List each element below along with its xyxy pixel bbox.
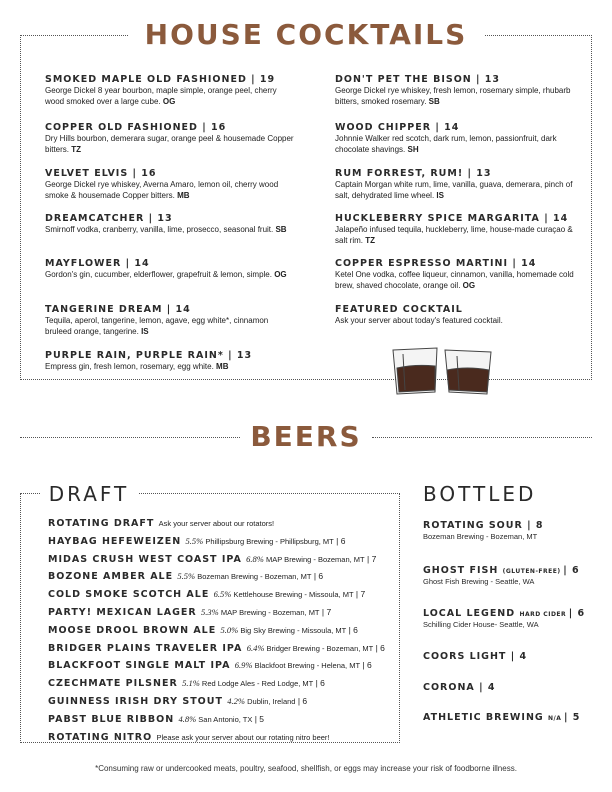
draft-beer-abv: 5.1% [182, 678, 202, 689]
draft-beer-name: PARTY! MEXICAN LAGER [48, 607, 202, 618]
draft-beer-brewery: MAP Brewing - Bozeman, MT [265, 554, 365, 564]
cocktail-name: HUCKLEBERRY SPICE MARGARITA | 14 [335, 213, 569, 224]
beers-title: BEERS [245, 420, 367, 454]
cocktail-description-text: Ask your server about today's featured cocktail. [335, 316, 503, 325]
cocktail-name: COPPER OLD FASHIONED | 16 [45, 122, 227, 133]
draft-beer-abv: 6.8% [246, 553, 266, 564]
draft-beer-row [48, 692, 307, 709]
cocktail-creator-initials: IS [436, 190, 444, 200]
cocktail-item [45, 73, 295, 107]
cocktail-name: SMOKED MAPLE OLD FASHIONED | 19 [45, 74, 276, 85]
draft-beer-price: | 6 [311, 571, 324, 582]
draft-beer-price: | 7 [364, 553, 377, 564]
draft-beer-brewery: Bozeman Brewing - Bozeman, MT [197, 572, 312, 582]
cocktail-description [45, 270, 295, 281]
cocktail-name: TANGERINE DREAM | 14 [45, 304, 191, 315]
beers-divider-left [20, 437, 240, 438]
draft-beer-abv: 5.3% [201, 607, 221, 617]
draft-beer-row [48, 728, 330, 745]
draft-beer-row [48, 550, 376, 567]
bottled-title: BOTTLED [423, 482, 537, 506]
draft-beer-name: GUINNESS IRISH DRY STOUT [48, 696, 228, 707]
bottled-beer-tag: N/A [548, 715, 564, 722]
cocktail-description [45, 225, 295, 236]
draft-beer-price: | 6 [333, 535, 346, 546]
cocktail-description [45, 134, 295, 155]
draft-beer-row [48, 603, 331, 620]
cocktail-name: DREAMCATCHER | 13 [45, 213, 173, 224]
cocktail-description [45, 362, 295, 373]
cocktail-description [45, 180, 295, 201]
bottled-beer-name: ATHLETIC BREWING [423, 712, 548, 723]
cocktail-item [335, 303, 585, 327]
house-cocktails-title: HOUSE COCKTAILS [128, 18, 484, 52]
cocktail-name: WOOD CHIPPER | 14 [335, 122, 460, 133]
draft-beer-row [48, 674, 325, 691]
cocktail-description-text: George Dickel 8 year bourbon, maple simple, orange peel, cherry wood smoked over a large cube. [45, 86, 277, 106]
cocktail-name: COPPER ESPRESSO MARTINI | 14 [335, 258, 537, 269]
draft-beer-brewery: Ask your server about our rotators! [158, 519, 275, 528]
bottled-beer-item [423, 608, 603, 630]
bottled-beer-tag: (GLUTEN-FREE) [502, 568, 564, 575]
bottled-beer-price: | 4 [479, 682, 496, 693]
draft-beer-abv: 6.4% [246, 642, 267, 653]
draft-beer-abv: 6.9% [234, 660, 255, 671]
cocktail-name: MAYFLOWER | 14 [45, 258, 150, 269]
cocktail-name: VELVET ELVIS | 16 [45, 168, 157, 179]
draft-beer-abv: 4.8% [178, 713, 199, 724]
draft-beer-row [48, 656, 372, 673]
draft-beer-price: | 6 [346, 624, 358, 635]
draft-beer-name: COLD SMOKE SCOTCH ALE [48, 589, 214, 601]
bottled-beer-name-row [423, 682, 603, 693]
draft-beer-name: PABST BLUE RIBBON [48, 713, 179, 725]
draft-beer-row [48, 639, 385, 656]
draft-beer-name: MOOSE DROOL BROWN ALE [48, 624, 221, 636]
draft-beer-abv: 6.5% [213, 589, 234, 600]
bottled-beer-item [423, 651, 603, 662]
cocktail-creator-initials: SB [275, 225, 287, 234]
draft-beer-abv: 4.2% [227, 696, 248, 706]
bottled-beer-price: | 8 [527, 520, 544, 531]
draft-title: DRAFT [40, 482, 138, 506]
cocktail-item [335, 167, 585, 201]
draft-beer-price: | 6 [373, 642, 385, 653]
cocktail-name: FEATURED COCKTAIL [335, 304, 463, 315]
cocktail-description-text: George Dickel rye whiskey, Averna Amaro, lemon oil, cherry wood smoke & housemade Copper bitters. [45, 180, 279, 200]
cocktail-item [45, 121, 295, 155]
draft-beer-price: | 6 [295, 696, 308, 706]
cocktail-description-text: Jalapeño infused tequila, huckleberry, lime, house-made curaçao & salt rim. [335, 225, 573, 245]
cocktail-creator-initials: TZ [365, 235, 376, 245]
draft-beer-price: | 7 [319, 607, 332, 617]
draft-beer-name: ROTATING NITRO [48, 731, 157, 743]
cocktail-creator-initials: MB [177, 190, 190, 200]
draft-beer-row [48, 514, 274, 531]
bottled-beer-name-row [423, 608, 603, 619]
cocktail-name: PURPLE RAIN, PURPLE RAIN* | 13 [45, 350, 253, 361]
bottled-beer-tag: HARD CIDER [519, 611, 569, 618]
draft-beer-brewery: Kettlehouse Brewing - Missoula, MT [233, 590, 354, 600]
draft-beer-brewery: Please ask your server about our rotating nitro beer! [156, 732, 330, 742]
cocktail-description-text: Dry Hills bourbon, demerara sugar, orange peel & housemade Copper bitters. [45, 134, 294, 154]
cocktail-description [335, 86, 585, 107]
cocktail-description [45, 86, 295, 107]
draft-beer-abv: 5.0% [220, 624, 241, 635]
draft-beer-price: | 6 [313, 678, 325, 689]
bottled-beer-name: ROTATING SOUR [423, 520, 528, 531]
cocktail-creator-initials: OG [162, 96, 176, 106]
bottled-beer-item [423, 682, 603, 693]
cocktail-creator-initials: MB [216, 362, 229, 371]
cocktail-description-text: Johnnie Walker red scotch, dark rum, lemon, passionfruit, dark chocolate shavings. [335, 134, 557, 154]
bottled-beer-name-row [423, 712, 603, 723]
draft-beer-price: | 6 [360, 660, 372, 671]
draft-beer-abv: 5.5% [185, 535, 206, 546]
draft-beer-brewery: Big Sky Brewing - Missoula, MT [240, 625, 347, 635]
bottled-beer-name: LOCAL LEGEND [423, 608, 520, 619]
cocktail-description [335, 316, 585, 327]
cocktail-description [335, 225, 585, 246]
cocktail-creator-initials: SH [407, 144, 419, 154]
cocktail-description-text: Ketel One vodka, coffee liqueur, cinnamon, vanilla, homemade cold brew, shaved chocolate, orange oil. [335, 270, 574, 290]
draft-beer-brewery: San Antonio, TX [198, 714, 253, 724]
draft-beer-brewery: MAP Brewing - Bozeman, MT [220, 608, 320, 617]
cocktail-item [45, 303, 295, 337]
bottled-beer-name-row [423, 520, 603, 531]
bottled-beer-brewery: Bozeman Brewing - Bozeman, MT [423, 532, 538, 541]
cocktail-description [335, 270, 585, 291]
bottled-beer-name: GHOST FISH [423, 565, 503, 576]
cocktail-creator-initials: SB [428, 96, 440, 106]
bottled-beer-price: | 5 [563, 712, 581, 723]
draft-beer-name: BRIDGER PLAINS TRAVELER IPA [48, 642, 247, 654]
cocktail-description-text: Captain Morgan white rum, lime, vanilla, guava, demerara, pinch of salt, dehydrated lime wheel. [335, 180, 573, 200]
bottled-beer-item [423, 520, 603, 542]
draft-beer-brewery: Phillipsburg Brewing - Phillipsburg, MT [205, 536, 334, 546]
draft-beer-name: BOZONE AMBER ALE [48, 571, 178, 583]
draft-beer-name: MIDAS CRUSH WEST COAST IPA [48, 553, 247, 565]
cocktail-description-text: Gordon's gin, cucumber, elderflower, grapefruit & lemon, simple. [45, 270, 275, 279]
draft-beer-abv: 5.5% [177, 571, 198, 582]
draft-beer-row [48, 532, 345, 549]
draft-beer-name: HAYBAG HEFEWEIZEN [48, 535, 186, 547]
bottled-beer-price: | 6 [568, 608, 586, 619]
draft-beer-row [48, 621, 358, 638]
cocktail-description-text: Tequila, aperol, tangerine, lemon, agave, egg white*, cinnamon bruleed orange, tangerine. [45, 316, 269, 336]
bottled-beer-item [423, 565, 603, 587]
draft-beer-brewery: Red Lodge Ales - Red Lodge, MT [201, 679, 314, 689]
cocktail-item [335, 121, 585, 155]
bottled-beer-name-row [423, 651, 603, 662]
cocktail-creator-initials: IS [141, 326, 149, 336]
cocktail-item [335, 257, 585, 291]
whiskey-glasses-illustration [385, 340, 505, 400]
beers-divider-right [372, 437, 592, 438]
draft-beer-row [48, 567, 323, 584]
cocktail-item [45, 212, 295, 236]
bottled-beer-price: | 6 [563, 565, 580, 576]
cocktail-item [45, 349, 295, 373]
draft-beer-name: BLACKFOOT SINGLE MALT IPA [48, 660, 235, 672]
cocktail-item [335, 73, 585, 107]
cocktail-name: DON'T PET THE BISON | 13 [335, 74, 501, 85]
cocktail-creator-initials: OG [274, 270, 287, 279]
draft-beer-name: ROTATING DRAFT [48, 518, 159, 529]
bottled-beer-brewery: Ghost Fish Brewing - Seattle, WA [423, 577, 535, 586]
cocktail-description [335, 180, 585, 201]
bottled-beer-price: | 4 [510, 651, 528, 662]
cocktail-description [45, 316, 295, 337]
bottled-beer-brewery: Schilling Cider House- Seattle, WA [423, 620, 539, 629]
cocktail-description-text: George Dickel rye whiskey, fresh lemon, rosemary simple, rhubarb bitters, smoked rosemary. [335, 86, 571, 106]
cocktail-creator-initials: OG [462, 280, 476, 290]
draft-beer-brewery: Dublin, Ireland [247, 697, 296, 706]
bottled-beer-name: CORONA [423, 682, 480, 693]
bottled-beer-item [423, 712, 603, 723]
bottled-beer-name-row [423, 565, 603, 576]
draft-beer-name: CZECHMATE PILSNER [48, 678, 183, 690]
cocktail-item [45, 257, 295, 281]
bottled-beer-name: COORS LIGHT [423, 651, 511, 662]
draft-beer-price: | 7 [353, 589, 366, 600]
draft-beer-price: | 5 [252, 713, 265, 724]
cocktail-name: RUM FORREST, RUM! | 13 [335, 168, 492, 179]
draft-beer-row [48, 585, 365, 602]
cocktail-description-text: Empress gin, fresh lemon, rosemary, egg white. [45, 362, 217, 371]
draft-beer-brewery: Blackfoot Brewing - Helena, MT [254, 661, 361, 671]
footer-disclaimer: *Consuming raw or undercooked meats, poultry, seafood, shellfish, or eggs may increase your risk of foodborne illness. [95, 764, 517, 773]
draft-beer-brewery: Bridger Brewing - Bozeman, MT [266, 643, 374, 653]
cocktail-description [335, 134, 585, 155]
cocktail-item [45, 167, 295, 201]
cocktail-description-text: Smirnoff vodka, cranberry, vanilla, lime, prosecco, seasonal fruit. [45, 225, 276, 234]
cocktail-item [335, 212, 585, 246]
cocktail-creator-initials: TZ [71, 144, 82, 154]
draft-beer-row [48, 710, 264, 727]
